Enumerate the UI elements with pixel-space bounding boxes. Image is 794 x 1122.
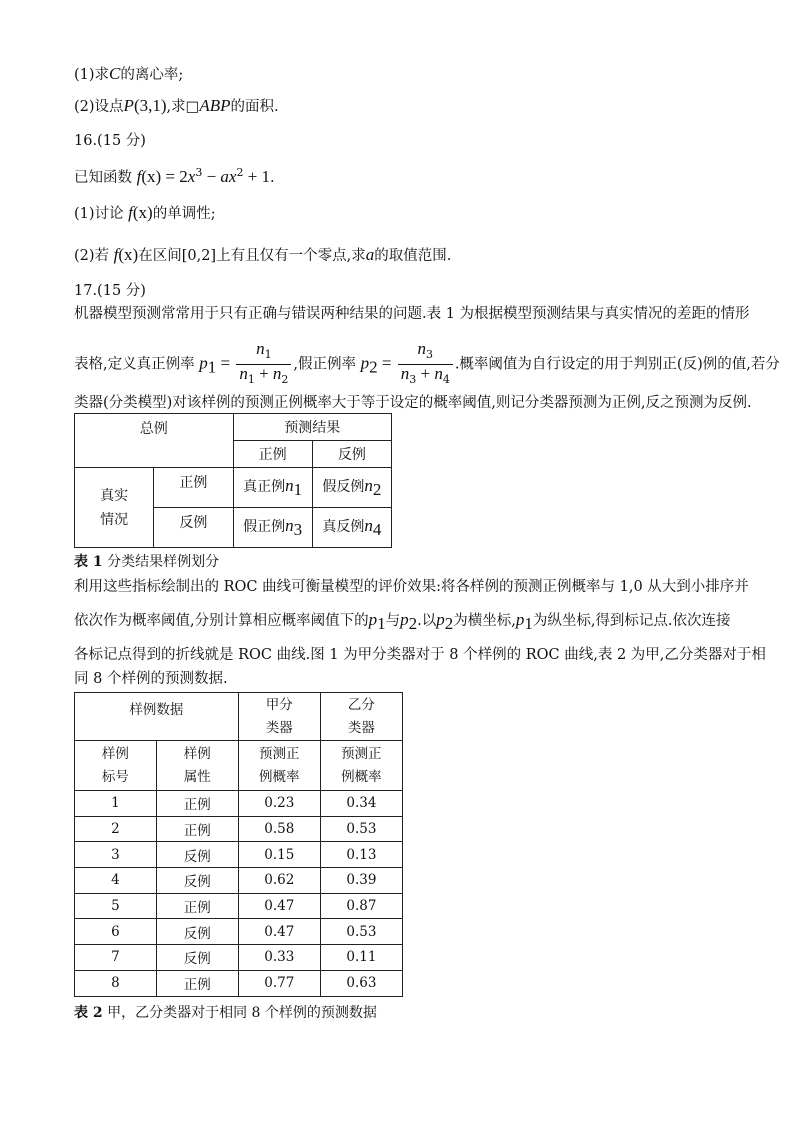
t2-cell-id: 6 [75, 919, 157, 945]
t1-total: 总例 [75, 414, 234, 468]
t2-cell-jia: 0.23 [238, 791, 320, 817]
table-1-caption: 表 1 分类结果样例划分 [74, 554, 220, 570]
t2-cell-jia: 0.62 [238, 868, 320, 894]
table-row [75, 919, 403, 945]
t2-cell-id: 8 [75, 970, 157, 996]
q15-part1: (1)求C的离心率; [74, 64, 184, 83]
t2-cell-jia: 0.77 [238, 970, 320, 996]
t2-cell-yi: 0.13 [320, 842, 402, 868]
table-row [75, 893, 403, 919]
t2-cell-id: 7 [75, 945, 157, 971]
table-row [75, 945, 403, 971]
t2-cell-attr: 反例 [156, 919, 238, 945]
q17-p3: 类器(分类模型)对该样例的预测正例概率大于等于设定的概率阈值,则记分类器预测为正例,反之预测为反例. [74, 395, 752, 411]
t2-h-attr: 样例 属性 [156, 741, 238, 791]
t2-cell-jia: 0.47 [238, 919, 320, 945]
t2-cell-jia: 0.47 [238, 893, 320, 919]
t1-fp: 假正例$n_3$ [233, 508, 312, 548]
t2-cell-id: 5 [75, 893, 157, 919]
t2-cell-attr: 反例 [156, 868, 238, 894]
t2-cell-attr: 正例 [156, 816, 238, 842]
q16-part1: (1)讨论 f(x)的单调性; [74, 203, 216, 222]
t2-cell-id: 1 [75, 791, 157, 817]
table-row [75, 842, 403, 868]
t2-cell-attr: 正例 [156, 791, 238, 817]
q17-p4: 利用这些指标绘制出的 ROC 曲线可衡量模型的评价效果:将各样例的预测正例概率与 1,0 从大到小排序并 [74, 579, 749, 595]
t2-body [75, 791, 403, 997]
t2-h-jia: 甲分 类器 [238, 693, 320, 741]
table-2-caption: 表 2 甲，乙分类器对于相同 8 个样例的预测数据 [74, 1005, 377, 1021]
t2-h-id: 样例 标号 [75, 741, 157, 791]
t2-cell-attr: 反例 [156, 945, 238, 971]
t2-h-yi: 乙分 类器 [320, 693, 402, 741]
t1-tp: 真正例$n_1$ [233, 468, 312, 508]
q17-p1: 机器模型预测常常用于只有正确与错误两种结果的问题.表 1 为根据模型预测结果与真实情况的差距的情形 [74, 306, 750, 322]
table-2 [74, 692, 403, 997]
t2-cell-id: 4 [75, 868, 157, 894]
table-1 [74, 413, 392, 548]
t2-cell-attr: 反例 [156, 842, 238, 868]
q15-part2: (2)设点P(3,1),求□ABP的面积. [74, 96, 279, 115]
t2-h-sample: 样例数据 [75, 693, 239, 741]
table-row [75, 868, 403, 894]
t2-cell-yi: 0.53 [320, 919, 402, 945]
t1-tn: 真反例$n_4$ [312, 508, 391, 548]
t2-cell-yi: 0.63 [320, 970, 402, 996]
t1-col-pos: 正例 [233, 441, 312, 468]
table-row [75, 970, 403, 996]
t2-cell-yi: 0.87 [320, 893, 402, 919]
t2-cell-attr: 正例 [156, 970, 238, 996]
t1-pred: 预测结果 [233, 414, 392, 441]
q16-header: 16.(15 分) [74, 133, 146, 149]
t2-cell-jia: 0.15 [238, 842, 320, 868]
q17-header: 17.(15 分) [74, 283, 146, 299]
t2-cell-yi: 0.34 [320, 791, 402, 817]
table-row [75, 791, 403, 817]
t2-h-py: 预测正 例概率 [320, 741, 402, 791]
t1-col-neg: 反例 [312, 441, 391, 468]
t2-cell-attr: 正例 [156, 893, 238, 919]
t1-row-pos: 正例 [154, 468, 233, 508]
t2-cell-jia: 0.33 [238, 945, 320, 971]
t1-real: 真实 情况 [75, 468, 154, 548]
tpr-fraction: $\frac{n_1}{n_1 + n_2}$ [236, 340, 291, 389]
t2-cell-id: 2 [75, 816, 157, 842]
q16-stem: 已知函数 $f(x) = 2x^3 - ax^2 + 1$. [74, 166, 275, 186]
fpr-fraction: $\frac{n_3}{n_3 + n_4}$ [398, 340, 453, 389]
t1-row-neg: 反例 [154, 508, 233, 548]
t2-cell-yi: 0.11 [320, 945, 402, 971]
q17-p2: 表格,定义真正例率 $p_1$ = $\frac{n_1}{n_1 + n_2}$ ,假正例率 $p_2$ = $\frac{n_3}{n_3 + n_4}$ .概率阈值为自行设定的用于判别正(反)例的值,若分 [74, 340, 780, 389]
table-row [75, 816, 403, 842]
t2-cell-id: 3 [75, 842, 157, 868]
q17-p5: 依次作为概率阈值,分别计算相应概率阈值下的$p_1$与$p_2$.以$p_2$为横坐标$,p_1$为纵坐标,得到标记点.依次连接 [74, 610, 731, 633]
t2-cell-yi: 0.53 [320, 816, 402, 842]
t2-cell-yi: 0.39 [320, 868, 402, 894]
q16-part2: (2)若 f(x)在区间[0,2]上有且仅有一个零点,求a的取值范围. [74, 245, 452, 264]
t2-cell-jia: 0.58 [238, 816, 320, 842]
t1-fn: 假反例$n_2$ [312, 468, 391, 508]
q17-p6: 各标记点得到的折线就是 ROC 曲线.图 1 为甲分类器对于 8 个样例的 ROC 曲线,表 2 为甲,乙分类器对于相 [74, 647, 766, 663]
t2-h-pj: 预测正 例概率 [238, 741, 320, 791]
q17-p7: 同 8 个样例的预测数据. [74, 671, 228, 687]
